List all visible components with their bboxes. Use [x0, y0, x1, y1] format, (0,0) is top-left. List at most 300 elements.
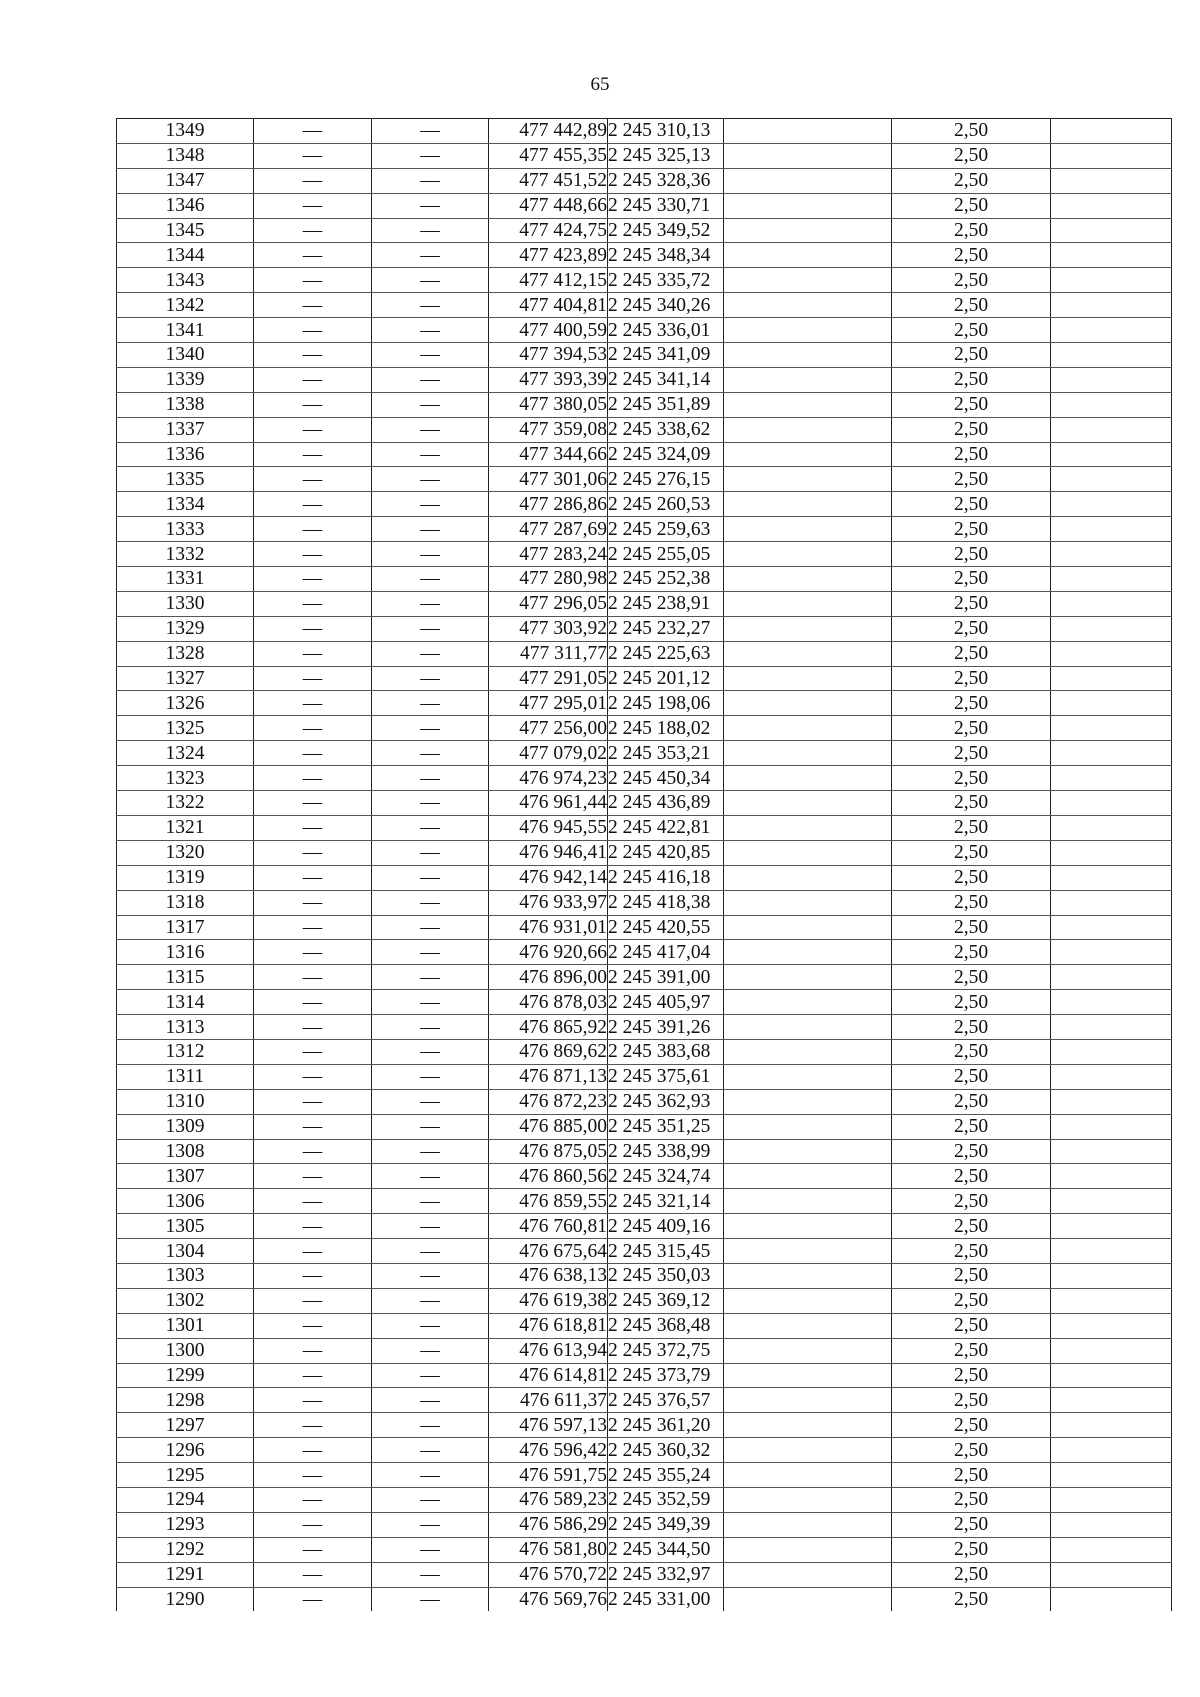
x-coordinate-cell: 477 404,81 — [489, 293, 608, 318]
x-coordinate-cell: 476 591,75 — [489, 1463, 608, 1488]
dash-cell: — — [254, 641, 372, 666]
empty-cell — [1051, 1064, 1172, 1089]
dash-cell: — — [372, 243, 489, 268]
table-row — [117, 741, 1172, 766]
dash-cell: — — [372, 367, 489, 392]
empty-cell — [724, 691, 892, 716]
width-cell: 2,50 — [892, 965, 1051, 990]
x-coordinate-cell: 476 878,03 — [489, 990, 608, 1015]
empty-cell — [724, 1512, 892, 1537]
empty-cell — [1051, 791, 1172, 816]
empty-cell — [1051, 567, 1172, 592]
point-number-cell: 1301 — [117, 1313, 254, 1338]
x-coordinate-cell: 477 344,66 — [489, 442, 608, 467]
empty-cell — [724, 1164, 892, 1189]
y-coordinate-cell: 2 245 332,97 — [608, 1562, 724, 1587]
dash-cell: — — [372, 517, 489, 542]
table-row — [117, 616, 1172, 641]
dash-cell: — — [254, 1189, 372, 1214]
width-cell: 2,50 — [892, 119, 1051, 144]
table-row — [117, 1114, 1172, 1139]
empty-cell — [1051, 990, 1172, 1015]
point-number-cell: 1340 — [117, 343, 254, 368]
point-number-cell: 1307 — [117, 1164, 254, 1189]
empty-cell — [1051, 467, 1172, 492]
point-number-cell: 1293 — [117, 1512, 254, 1537]
dash-cell: — — [254, 517, 372, 542]
empty-cell — [724, 1139, 892, 1164]
empty-cell — [1051, 1039, 1172, 1064]
y-coordinate-cell: 2 245 360,32 — [608, 1438, 724, 1463]
y-coordinate-cell: 2 245 335,72 — [608, 268, 724, 293]
empty-cell — [1051, 243, 1172, 268]
dash-cell: — — [254, 567, 372, 592]
dash-cell: — — [254, 716, 372, 741]
point-number-cell: 1321 — [117, 815, 254, 840]
y-coordinate-cell: 2 245 252,38 — [608, 567, 724, 592]
dash-cell: — — [254, 1388, 372, 1413]
y-coordinate-cell: 2 245 324,09 — [608, 442, 724, 467]
x-coordinate-cell: 476 586,29 — [489, 1512, 608, 1537]
dash-cell: — — [372, 1363, 489, 1388]
empty-cell — [724, 766, 892, 791]
x-coordinate-cell: 477 380,05 — [489, 392, 608, 417]
dash-cell: — — [254, 268, 372, 293]
x-coordinate-cell: 476 675,64 — [489, 1239, 608, 1264]
empty-cell — [1051, 1288, 1172, 1313]
empty-cell — [724, 666, 892, 691]
empty-cell — [1051, 318, 1172, 343]
width-cell: 2,50 — [892, 1487, 1051, 1512]
width-cell: 2,50 — [892, 1512, 1051, 1537]
point-number-cell: 1346 — [117, 193, 254, 218]
empty-cell — [724, 1114, 892, 1139]
y-coordinate-cell: 2 245 344,50 — [608, 1537, 724, 1562]
x-coordinate-cell: 476 859,55 — [489, 1189, 608, 1214]
empty-cell — [1051, 1487, 1172, 1512]
width-cell: 2,50 — [892, 1587, 1051, 1611]
width-cell: 2,50 — [892, 193, 1051, 218]
width-cell: 2,50 — [892, 1214, 1051, 1239]
dash-cell: — — [254, 815, 372, 840]
empty-cell — [724, 1363, 892, 1388]
empty-cell — [724, 1587, 892, 1611]
empty-cell — [1051, 367, 1172, 392]
dash-cell: — — [254, 1015, 372, 1040]
width-cell: 2,50 — [892, 143, 1051, 168]
dash-cell: — — [254, 293, 372, 318]
dash-cell: — — [254, 766, 372, 791]
x-coordinate-cell: 476 931,01 — [489, 915, 608, 940]
y-coordinate-cell: 2 245 422,81 — [608, 815, 724, 840]
x-coordinate-cell: 477 291,05 — [489, 666, 608, 691]
dash-cell: — — [254, 591, 372, 616]
x-coordinate-cell: 476 933,97 — [489, 890, 608, 915]
table-row — [117, 1537, 1172, 1562]
x-coordinate-cell: 476 613,94 — [489, 1338, 608, 1363]
dash-cell: — — [372, 1114, 489, 1139]
y-coordinate-cell: 2 245 368,48 — [608, 1313, 724, 1338]
table-row — [117, 716, 1172, 741]
y-coordinate-cell: 2 245 348,34 — [608, 243, 724, 268]
width-cell: 2,50 — [892, 168, 1051, 193]
y-coordinate-cell: 2 245 450,34 — [608, 766, 724, 791]
dash-cell: — — [372, 1562, 489, 1587]
point-number-cell: 1337 — [117, 417, 254, 442]
x-coordinate-cell: 476 611,37 — [489, 1388, 608, 1413]
empty-cell — [1051, 915, 1172, 940]
x-coordinate-cell: 477 280,98 — [489, 567, 608, 592]
empty-cell — [724, 840, 892, 865]
empty-cell — [1051, 1189, 1172, 1214]
empty-cell — [724, 1438, 892, 1463]
point-number-cell: 1327 — [117, 666, 254, 691]
dash-cell: — — [254, 791, 372, 816]
x-coordinate-cell: 476 760,81 — [489, 1214, 608, 1239]
point-number-cell: 1297 — [117, 1413, 254, 1438]
dash-cell: — — [254, 1288, 372, 1313]
x-coordinate-cell: 476 618,81 — [489, 1313, 608, 1338]
table-row — [117, 567, 1172, 592]
dash-cell: — — [372, 567, 489, 592]
page-number: 65 — [590, 74, 610, 95]
table-row — [117, 865, 1172, 890]
dash-cell: — — [372, 318, 489, 343]
table-row — [117, 243, 1172, 268]
empty-cell — [724, 1487, 892, 1512]
table-row — [117, 1164, 1172, 1189]
dash-cell: — — [372, 616, 489, 641]
dash-cell: — — [372, 193, 489, 218]
x-coordinate-cell: 477 256,00 — [489, 716, 608, 741]
point-number-cell: 1320 — [117, 840, 254, 865]
table-row — [117, 1239, 1172, 1264]
dash-cell: — — [372, 218, 489, 243]
empty-cell — [1051, 1562, 1172, 1587]
point-number-cell: 1298 — [117, 1388, 254, 1413]
x-coordinate-cell: 476 946,41 — [489, 840, 608, 865]
empty-cell — [724, 542, 892, 567]
table-row — [117, 1214, 1172, 1239]
table-row — [117, 492, 1172, 517]
table-row — [117, 1139, 1172, 1164]
dash-cell: — — [254, 1562, 372, 1587]
dash-cell: — — [372, 716, 489, 741]
x-coordinate-cell: 477 455,35 — [489, 143, 608, 168]
empty-cell — [724, 417, 892, 442]
dash-cell: — — [254, 741, 372, 766]
y-coordinate-cell: 2 245 198,06 — [608, 691, 724, 716]
empty-cell — [724, 517, 892, 542]
y-coordinate-cell: 2 245 405,97 — [608, 990, 724, 1015]
width-cell: 2,50 — [892, 1388, 1051, 1413]
width-cell: 2,50 — [892, 1463, 1051, 1488]
x-coordinate-cell: 476 871,13 — [489, 1064, 608, 1089]
y-coordinate-cell: 2 245 420,85 — [608, 840, 724, 865]
width-cell: 2,50 — [892, 1338, 1051, 1363]
dash-cell: — — [254, 417, 372, 442]
point-number-cell: 1291 — [117, 1562, 254, 1587]
x-coordinate-cell: 477 283,24 — [489, 542, 608, 567]
y-coordinate-cell: 2 245 391,00 — [608, 965, 724, 990]
dash-cell: — — [372, 1587, 489, 1611]
dash-cell: — — [372, 442, 489, 467]
dash-cell: — — [372, 143, 489, 168]
x-coordinate-cell: 476 596,42 — [489, 1438, 608, 1463]
y-coordinate-cell: 2 245 361,20 — [608, 1413, 724, 1438]
dash-cell: — — [372, 591, 489, 616]
y-coordinate-cell: 2 245 341,09 — [608, 343, 724, 368]
empty-cell — [1051, 1512, 1172, 1537]
empty-cell — [1051, 691, 1172, 716]
table-row — [117, 591, 1172, 616]
dash-cell: — — [254, 318, 372, 343]
width-cell: 2,50 — [892, 542, 1051, 567]
table-row — [117, 168, 1172, 193]
point-number-cell: 1299 — [117, 1363, 254, 1388]
x-coordinate-cell: 477 448,66 — [489, 193, 608, 218]
empty-cell — [1051, 442, 1172, 467]
table-row — [117, 318, 1172, 343]
x-coordinate-cell: 476 589,23 — [489, 1487, 608, 1512]
empty-cell — [1051, 542, 1172, 567]
empty-cell — [1051, 168, 1172, 193]
empty-cell — [1051, 1438, 1172, 1463]
dash-cell: — — [372, 1487, 489, 1512]
empty-cell — [1051, 119, 1172, 144]
empty-cell — [1051, 815, 1172, 840]
empty-cell — [724, 119, 892, 144]
empty-cell — [724, 492, 892, 517]
point-number-cell: 1329 — [117, 616, 254, 641]
width-cell: 2,50 — [892, 691, 1051, 716]
point-number-cell: 1328 — [117, 641, 254, 666]
empty-cell — [1051, 1164, 1172, 1189]
empty-cell — [1051, 641, 1172, 666]
x-coordinate-cell: 476 865,92 — [489, 1015, 608, 1040]
y-coordinate-cell: 2 245 369,12 — [608, 1288, 724, 1313]
width-cell: 2,50 — [892, 392, 1051, 417]
empty-cell — [1051, 417, 1172, 442]
width-cell: 2,50 — [892, 865, 1051, 890]
y-coordinate-cell: 2 245 330,71 — [608, 193, 724, 218]
point-number-cell: 1324 — [117, 741, 254, 766]
point-number-cell: 1292 — [117, 1537, 254, 1562]
x-coordinate-cell: 477 423,89 — [489, 243, 608, 268]
width-cell: 2,50 — [892, 741, 1051, 766]
dash-cell: — — [372, 467, 489, 492]
point-number-cell: 1310 — [117, 1089, 254, 1114]
width-cell: 2,50 — [892, 218, 1051, 243]
table-row — [117, 990, 1172, 1015]
table-row — [117, 343, 1172, 368]
table-row — [117, 1015, 1172, 1040]
table-row — [117, 1363, 1172, 1388]
point-number-cell: 1332 — [117, 542, 254, 567]
x-coordinate-cell: 477 287,69 — [489, 517, 608, 542]
point-number-cell: 1330 — [117, 591, 254, 616]
empty-cell — [724, 641, 892, 666]
dash-cell: — — [254, 243, 372, 268]
x-coordinate-cell: 476 945,55 — [489, 815, 608, 840]
dash-cell: — — [254, 666, 372, 691]
dash-cell: — — [254, 1487, 372, 1512]
table-row — [117, 119, 1172, 144]
empty-cell — [1051, 1015, 1172, 1040]
x-coordinate-cell: 477 394,53 — [489, 343, 608, 368]
dash-cell: — — [254, 1139, 372, 1164]
empty-cell — [724, 467, 892, 492]
y-coordinate-cell: 2 245 351,89 — [608, 392, 724, 417]
point-number-cell: 1323 — [117, 766, 254, 791]
empty-cell — [724, 442, 892, 467]
empty-cell — [724, 193, 892, 218]
empty-cell — [724, 1288, 892, 1313]
table-row — [117, 1338, 1172, 1363]
dash-cell: — — [372, 168, 489, 193]
dash-cell: — — [372, 691, 489, 716]
empty-cell — [724, 367, 892, 392]
y-coordinate-cell: 2 245 315,45 — [608, 1239, 724, 1264]
width-cell: 2,50 — [892, 815, 1051, 840]
dash-cell: — — [372, 492, 489, 517]
width-cell: 2,50 — [892, 890, 1051, 915]
empty-cell — [724, 1413, 892, 1438]
point-number-cell: 1345 — [117, 218, 254, 243]
dash-cell: — — [254, 865, 372, 890]
empty-cell — [1051, 1537, 1172, 1562]
width-cell: 2,50 — [892, 243, 1051, 268]
dash-cell: — — [372, 119, 489, 144]
width-cell: 2,50 — [892, 268, 1051, 293]
y-coordinate-cell: 2 245 375,61 — [608, 1064, 724, 1089]
point-number-cell: 1322 — [117, 791, 254, 816]
y-coordinate-cell: 2 245 276,15 — [608, 467, 724, 492]
y-coordinate-cell: 2 245 336,01 — [608, 318, 724, 343]
empty-cell — [1051, 940, 1172, 965]
empty-cell — [724, 1313, 892, 1338]
y-coordinate-cell: 2 245 324,74 — [608, 1164, 724, 1189]
x-coordinate-cell: 477 303,92 — [489, 616, 608, 641]
width-cell: 2,50 — [892, 318, 1051, 343]
y-coordinate-cell: 2 245 351,25 — [608, 1114, 724, 1139]
empty-cell — [724, 343, 892, 368]
x-coordinate-cell: 477 393,39 — [489, 367, 608, 392]
table-row — [117, 542, 1172, 567]
table-row — [117, 193, 1172, 218]
width-cell: 2,50 — [892, 915, 1051, 940]
point-number-cell: 1331 — [117, 567, 254, 592]
table-row — [117, 965, 1172, 990]
dash-cell: — — [372, 641, 489, 666]
empty-cell — [724, 1015, 892, 1040]
dash-cell: — — [254, 940, 372, 965]
point-number-cell: 1335 — [117, 467, 254, 492]
empty-cell — [1051, 616, 1172, 641]
point-number-cell: 1305 — [117, 1214, 254, 1239]
x-coordinate-cell: 476 920,66 — [489, 940, 608, 965]
y-coordinate-cell: 2 245 321,14 — [608, 1189, 724, 1214]
empty-cell — [724, 865, 892, 890]
empty-cell — [1051, 890, 1172, 915]
y-coordinate-cell: 2 245 391,26 — [608, 1015, 724, 1040]
width-cell: 2,50 — [892, 1089, 1051, 1114]
x-coordinate-cell: 476 869,62 — [489, 1039, 608, 1064]
empty-cell — [1051, 1413, 1172, 1438]
point-number-cell: 1304 — [117, 1239, 254, 1264]
dash-cell: — — [254, 1512, 372, 1537]
y-coordinate-cell: 2 245 352,59 — [608, 1487, 724, 1512]
point-number-cell: 1311 — [117, 1064, 254, 1089]
width-cell: 2,50 — [892, 716, 1051, 741]
point-number-cell: 1290 — [117, 1587, 254, 1611]
dash-cell: — — [254, 1239, 372, 1264]
dash-cell: — — [254, 343, 372, 368]
dash-cell: — — [254, 392, 372, 417]
x-coordinate-cell: 477 412,15 — [489, 268, 608, 293]
empty-cell — [724, 392, 892, 417]
x-coordinate-cell: 477 296,05 — [489, 591, 608, 616]
width-cell: 2,50 — [892, 1413, 1051, 1438]
dash-cell: — — [254, 1338, 372, 1363]
width-cell: 2,50 — [892, 1064, 1051, 1089]
x-coordinate-cell: 476 961,44 — [489, 791, 608, 816]
empty-cell — [1051, 193, 1172, 218]
y-coordinate-cell: 2 245 188,02 — [608, 716, 724, 741]
empty-cell — [724, 268, 892, 293]
dash-cell: — — [254, 143, 372, 168]
point-number-cell: 1339 — [117, 367, 254, 392]
empty-cell — [1051, 1114, 1172, 1139]
x-coordinate-cell: 476 885,00 — [489, 1114, 608, 1139]
empty-cell — [724, 990, 892, 1015]
point-number-cell: 1349 — [117, 119, 254, 144]
x-coordinate-cell: 476 942,14 — [489, 865, 608, 890]
empty-cell — [724, 318, 892, 343]
dash-cell: — — [372, 1139, 489, 1164]
table-row — [117, 890, 1172, 915]
table-row — [117, 1512, 1172, 1537]
empty-cell — [724, 616, 892, 641]
table-row — [117, 517, 1172, 542]
empty-cell — [724, 1189, 892, 1214]
y-coordinate-cell: 2 245 225,63 — [608, 641, 724, 666]
table-row — [117, 1288, 1172, 1313]
dash-cell: — — [372, 890, 489, 915]
y-coordinate-cell: 2 245 325,13 — [608, 143, 724, 168]
empty-cell — [1051, 741, 1172, 766]
dash-cell: — — [372, 417, 489, 442]
empty-cell — [724, 567, 892, 592]
y-coordinate-cell: 2 245 353,21 — [608, 741, 724, 766]
empty-cell — [724, 293, 892, 318]
table-row — [117, 1463, 1172, 1488]
y-coordinate-cell: 2 245 238,91 — [608, 591, 724, 616]
empty-cell — [724, 1239, 892, 1264]
dash-cell: — — [372, 865, 489, 890]
dash-cell: — — [372, 1413, 489, 1438]
point-number-cell: 1347 — [117, 168, 254, 193]
dash-cell: — — [254, 218, 372, 243]
table-row — [117, 1413, 1172, 1438]
y-coordinate-cell: 2 245 259,63 — [608, 517, 724, 542]
empty-cell — [1051, 392, 1172, 417]
dash-cell: — — [254, 542, 372, 567]
y-coordinate-cell: 2 245 376,57 — [608, 1388, 724, 1413]
empty-cell — [1051, 1139, 1172, 1164]
y-coordinate-cell: 2 245 416,18 — [608, 865, 724, 890]
point-number-cell: 1302 — [117, 1288, 254, 1313]
